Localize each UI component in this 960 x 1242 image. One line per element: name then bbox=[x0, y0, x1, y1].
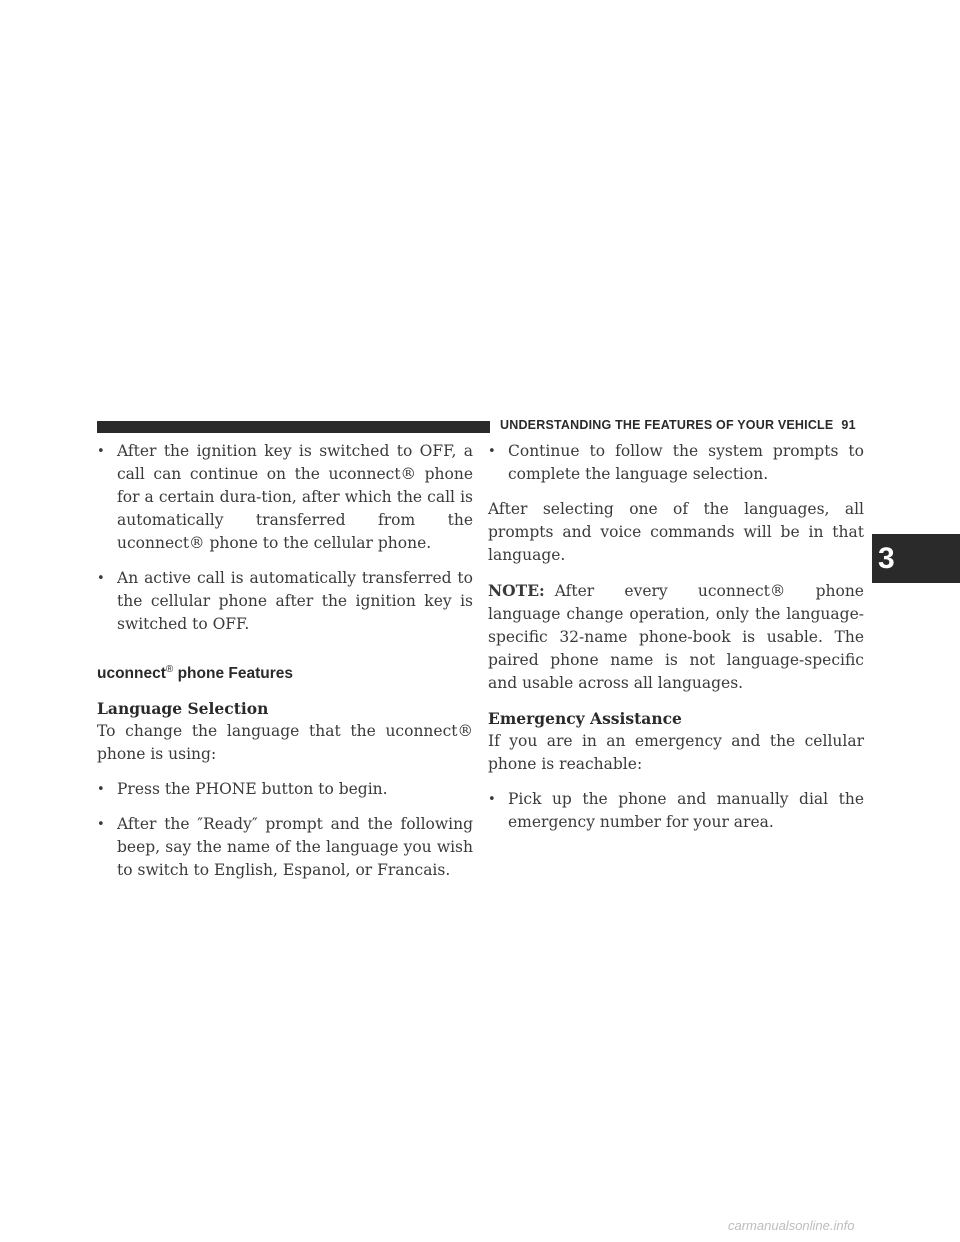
note-text: After every uconnect® phone language change operation, only the language-specific 32-name phone-book is usable. The paired phone name is not language-specific and usable across all languages. bbox=[488, 582, 864, 692]
left-column bbox=[97, 440, 473, 894]
watermark: carmanualsonline.info bbox=[728, 1218, 855, 1233]
bullet-icon: • bbox=[97, 571, 105, 586]
bullet-text: Continue to follow the system prompts to complete the language selection. bbox=[508, 442, 864, 483]
header-title: UNDERSTANDING THE FEATURES OF YOUR VEHICLE bbox=[500, 418, 834, 432]
subheading: Emergency Assistance bbox=[488, 709, 682, 728]
heading-brand: uconnect bbox=[97, 665, 166, 683]
right-column bbox=[488, 440, 864, 846]
bullet-icon: • bbox=[97, 444, 105, 459]
bullet-icon: • bbox=[97, 817, 105, 833]
list-item bbox=[97, 440, 473, 555]
chapter-tab bbox=[872, 534, 960, 583]
page-number: 91 bbox=[841, 418, 856, 432]
paragraph: After selecting one of the languages, all prompts and voice commands will be in that language. bbox=[488, 500, 864, 564]
heading-rest: phone Features bbox=[173, 665, 293, 683]
bullet-icon: • bbox=[488, 444, 496, 459]
bullet-text: Press the PHONE button to begin. bbox=[117, 780, 388, 799]
running-header bbox=[500, 418, 856, 432]
note-label: NOTE: bbox=[488, 581, 545, 600]
paragraph: If you are in an emergency and the cellular phone is reachable: bbox=[488, 732, 864, 773]
section-heading bbox=[97, 658, 473, 685]
subheading: Language Selection bbox=[97, 699, 269, 719]
paragraph: To change the language that the uconnect® phone is using: bbox=[97, 722, 473, 764]
list-item bbox=[97, 567, 473, 636]
list-item bbox=[488, 788, 864, 834]
bullet-text: After the ″Ready″ prompt and the following beep, say the name of the language you wish to switch to English, Espanol, or Francais. bbox=[117, 815, 473, 880]
bullet-text: An active call is automatically transferred to the cellular phone after the ignition key is switched to OFF. bbox=[117, 569, 473, 633]
chapter-number: 3 bbox=[878, 541, 895, 575]
bullet-text: After the ignition key is switched to OFF, a call can continue on the uconnect® phone for a certain dura-tion, after which the call is automatically transferred from the uconnect® phone to the cellular phone. bbox=[117, 442, 473, 552]
header-rule bbox=[97, 421, 490, 433]
bullet-icon: • bbox=[97, 782, 105, 798]
list-item bbox=[97, 813, 473, 882]
list-item bbox=[488, 440, 864, 486]
bullet-icon: • bbox=[488, 792, 496, 807]
bullet-text: Pick up the phone and manually dial the emergency number for your area. bbox=[508, 790, 864, 831]
list-item bbox=[97, 778, 473, 801]
note bbox=[488, 579, 864, 695]
registered-mark: ® bbox=[165, 664, 174, 675]
